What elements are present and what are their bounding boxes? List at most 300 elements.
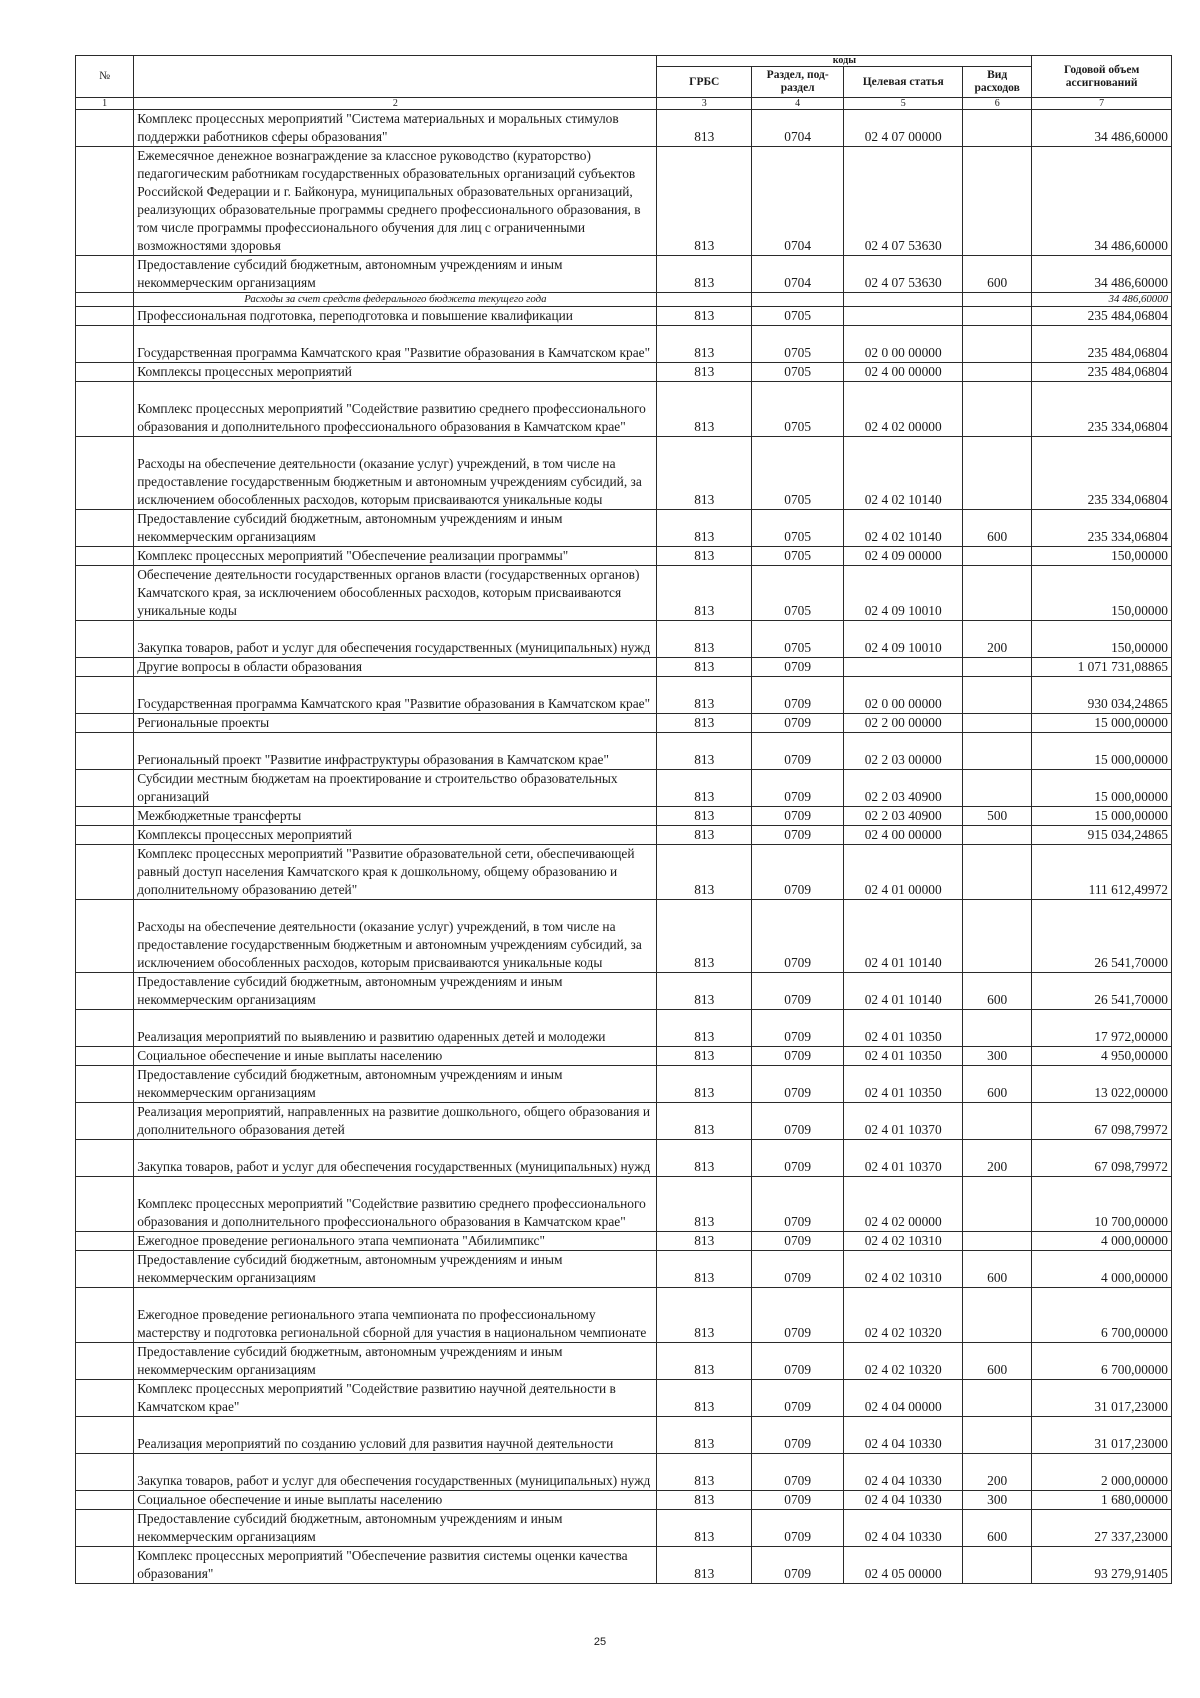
amount-cell: 150,00000 (1032, 566, 1172, 621)
grbs-cell: 813 (657, 510, 752, 547)
expense-type-cell (963, 658, 1032, 677)
amount-cell: 17 972,00000 (1032, 1010, 1172, 1047)
expense-type-cell: 300 (963, 1047, 1032, 1066)
budget-allocation-table (75, 55, 1172, 1584)
item-name-cell: Реализация мероприятий по выявлению и развитию одаренных детей и молодежи (134, 1010, 657, 1047)
item-name-cell: Ежемесячное денежное вознаграждение за классное руководство (кураторство) педагогическим работникам государственных образовательных организаций субъектов Российской Федерации и г. Байконура, муниципальных образовательных организаций, реализующих образовательные программы среднего профессионального образования, в том числе программы профессионального обучения для лиц с ограниченными возможностями здоровья (134, 147, 657, 256)
row-number-cell (76, 1491, 134, 1510)
table-row (76, 1177, 1172, 1232)
target-article-cell: 02 4 01 10350 (844, 1010, 963, 1047)
grbs-cell: 813 (657, 110, 752, 147)
item-name-cell: Субсидии местным бюджетам на проектирование и строительство образовательных организаций (134, 770, 657, 807)
row-number-cell (76, 1066, 134, 1103)
row-number-cell (76, 1010, 134, 1047)
row-number-cell (76, 1103, 134, 1140)
grbs-cell: 813 (657, 1047, 752, 1066)
grbs-cell: 813 (657, 1380, 752, 1417)
row-number-cell (76, 900, 134, 973)
amount-cell: 6 700,00000 (1032, 1288, 1172, 1343)
expense-type-cell (963, 547, 1032, 566)
table-row (76, 1454, 1172, 1491)
item-name-cell: Комплекс процессных мероприятий "Обеспечение развития системы оценки качества образования" (134, 1547, 657, 1584)
section-cell: 0704 (752, 256, 844, 293)
table-row (76, 900, 1172, 973)
section-cell: 0709 (752, 1288, 844, 1343)
section-cell: 0705 (752, 547, 844, 566)
target-article-cell: 02 4 02 00000 (844, 382, 963, 437)
grbs-cell: 813 (657, 1547, 752, 1584)
table-row (76, 307, 1172, 326)
target-article-cell: 02 4 09 00000 (844, 547, 963, 566)
row-number-cell (76, 621, 134, 658)
item-name-cell: Государственная программа Камчатского края "Развитие образования в Камчатском крае" (134, 326, 657, 363)
grbs-cell: 813 (657, 621, 752, 658)
expense-type-cell: 600 (963, 256, 1032, 293)
column-number: 2 (134, 98, 657, 110)
section-cell: 0705 (752, 307, 844, 326)
item-name-cell: Реализация мероприятий по созданию условий для развития научной деятельности (134, 1417, 657, 1454)
grbs-cell: 813 (657, 733, 752, 770)
item-name-cell: Региональный проект "Развитие инфраструктуры образования в Камчатском крае" (134, 733, 657, 770)
item-name-cell: Региональные проекты (134, 714, 657, 733)
target-article-cell: 02 2 03 00000 (844, 733, 963, 770)
section-cell: 0705 (752, 326, 844, 363)
header-number: № (76, 56, 134, 98)
item-name-cell: Комплексы процессных мероприятий (134, 826, 657, 845)
row-number-cell (76, 973, 134, 1010)
table-row (76, 110, 1172, 147)
grbs-cell: 813 (657, 1177, 752, 1232)
section-cell: 0709 (752, 1491, 844, 1510)
grbs-cell: 813 (657, 677, 752, 714)
item-name-cell: Предоставление субсидий бюджетным, автономным учреждениям и иным некоммерческим организациям (134, 1510, 657, 1547)
amount-cell: 111 612,49972 (1032, 845, 1172, 900)
expense-type-cell (963, 147, 1032, 256)
expense-type-cell (963, 1177, 1032, 1232)
target-article-cell: 02 2 03 40900 (844, 807, 963, 826)
grbs-cell: 813 (657, 1103, 752, 1140)
grbs-cell: 813 (657, 1288, 752, 1343)
target-article-cell: 02 2 03 40900 (844, 770, 963, 807)
item-name-cell: Реализация мероприятий, направленных на развитие дошкольного, общего образования и дополнительного образования детей (134, 1103, 657, 1140)
item-name-cell: Комплексы процессных мероприятий (134, 363, 657, 382)
grbs-cell: 813 (657, 363, 752, 382)
expense-type-cell (963, 110, 1032, 147)
table-row (76, 677, 1172, 714)
row-number-cell (76, 1343, 134, 1380)
row-number-cell (76, 770, 134, 807)
amount-cell: 235 484,06804 (1032, 307, 1172, 326)
target-article-cell: 02 4 09 10010 (844, 566, 963, 621)
amount-cell: 1 071 731,08865 (1032, 658, 1172, 677)
header-row-top (76, 56, 1172, 67)
section-cell: 0709 (752, 1047, 844, 1066)
section-cell: 0709 (752, 826, 844, 845)
target-article-cell: 02 4 04 10330 (844, 1510, 963, 1547)
grbs-cell: 813 (657, 1491, 752, 1510)
target-article-cell: 02 4 07 53630 (844, 256, 963, 293)
row-number-cell (76, 845, 134, 900)
amount-cell: 235 334,06804 (1032, 510, 1172, 547)
amount-cell: 10 700,00000 (1032, 1177, 1172, 1232)
section-cell: 0709 (752, 1454, 844, 1491)
grbs-cell: 813 (657, 437, 752, 510)
section-cell: 0705 (752, 566, 844, 621)
amount-cell: 235 334,06804 (1032, 382, 1172, 437)
section-cell: 0704 (752, 110, 844, 147)
row-number-cell (76, 1510, 134, 1547)
section-cell: 0709 (752, 1343, 844, 1380)
amount-cell: 15 000,00000 (1032, 714, 1172, 733)
table-row (76, 1343, 1172, 1380)
target-article-cell: 02 4 09 10010 (844, 621, 963, 658)
expense-type-cell: 200 (963, 621, 1032, 658)
expense-type-cell (963, 677, 1032, 714)
table-row (76, 1066, 1172, 1103)
amount-cell: 31 017,23000 (1032, 1417, 1172, 1454)
section-cell (752, 293, 844, 307)
target-article-cell: 02 4 01 10370 (844, 1140, 963, 1177)
table-row (76, 293, 1172, 307)
table-row (76, 566, 1172, 621)
expense-type-cell (963, 845, 1032, 900)
expense-type-cell (963, 733, 1032, 770)
table-row (76, 973, 1172, 1010)
target-article-cell: 02 4 04 10330 (844, 1417, 963, 1454)
grbs-cell: 813 (657, 714, 752, 733)
amount-cell: 235 484,06804 (1032, 326, 1172, 363)
table-row (76, 363, 1172, 382)
amount-cell: 31 017,23000 (1032, 1380, 1172, 1417)
amount-cell: 93 279,91405 (1032, 1547, 1172, 1584)
section-cell: 0709 (752, 1066, 844, 1103)
header-name (134, 56, 657, 98)
table-row (76, 147, 1172, 256)
item-name-cell: Социальное обеспечение и иные выплаты населению (134, 1491, 657, 1510)
amount-cell: 67 098,79972 (1032, 1103, 1172, 1140)
grbs-cell: 813 (657, 1066, 752, 1103)
item-name-cell: Государственная программа Камчатского края "Развитие образования в Камчатском крае" (134, 677, 657, 714)
expense-type-cell (963, 714, 1032, 733)
amount-cell: 67 098,79972 (1032, 1140, 1172, 1177)
table-row (76, 1232, 1172, 1251)
amount-cell: 915 034,24865 (1032, 826, 1172, 845)
item-name-cell: Расходы за счет средств федерального бюджета текущего года (134, 293, 657, 307)
grbs-cell: 813 (657, 1251, 752, 1288)
target-article-cell: 02 4 05 00000 (844, 1547, 963, 1584)
expense-type-cell (963, 1417, 1032, 1454)
row-number-cell (76, 1547, 134, 1584)
target-article-cell: 02 4 01 10370 (844, 1103, 963, 1140)
section-cell: 0709 (752, 658, 844, 677)
amount-cell: 27 337,23000 (1032, 1510, 1172, 1547)
grbs-cell: 813 (657, 770, 752, 807)
row-number-cell (76, 1380, 134, 1417)
row-number-cell (76, 510, 134, 547)
column-number: 7 (1032, 98, 1172, 110)
target-article-cell: 02 4 02 00000 (844, 1177, 963, 1232)
item-name-cell: Межбюджетные трансферты (134, 807, 657, 826)
table-row (76, 256, 1172, 293)
row-number-cell (76, 1140, 134, 1177)
section-cell: 0709 (752, 1010, 844, 1047)
grbs-cell: 813 (657, 658, 752, 677)
row-number-cell (76, 733, 134, 770)
column-number: 1 (76, 98, 134, 110)
item-name-cell: Комплекс процессных мероприятий "Содействие развитию среднего профессионального образования и дополнительного профессионального образования в Камчатском крае" (134, 382, 657, 437)
target-article-cell (844, 293, 963, 307)
expense-type-cell: 600 (963, 1343, 1032, 1380)
expense-type-cell (963, 900, 1032, 973)
table-row (76, 1251, 1172, 1288)
amount-cell: 13 022,00000 (1032, 1066, 1172, 1103)
column-number: 3 (657, 98, 752, 110)
expense-type-cell: 600 (963, 1066, 1032, 1103)
row-number-cell (76, 307, 134, 326)
table-row (76, 826, 1172, 845)
target-article-cell: 02 0 00 00000 (844, 326, 963, 363)
grbs-cell: 813 (657, 256, 752, 293)
expense-type-cell (963, 382, 1032, 437)
item-name-cell: Ежегодное проведение регионального этапа чемпионата "Абилимпикс" (134, 1232, 657, 1251)
expense-type-cell: 600 (963, 973, 1032, 1010)
section-cell: 0709 (752, 1232, 844, 1251)
row-number-cell (76, 437, 134, 510)
grbs-cell: 813 (657, 326, 752, 363)
amount-cell: 34 486,60000 (1032, 110, 1172, 147)
item-name-cell: Предоставление субсидий бюджетным, автономным учреждениям и иным некоммерческим организациям (134, 510, 657, 547)
row-number-cell (76, 256, 134, 293)
row-number-cell (76, 326, 134, 363)
target-article-cell (844, 307, 963, 326)
item-name-cell: Предоставление субсидий бюджетным, автономным учреждениям и иным некоммерческим организациям (134, 1066, 657, 1103)
table-row (76, 1547, 1172, 1584)
section-cell: 0709 (752, 1547, 844, 1584)
expense-type-cell: 600 (963, 1510, 1032, 1547)
section-cell: 0709 (752, 1140, 844, 1177)
amount-cell: 15 000,00000 (1032, 770, 1172, 807)
table-row (76, 1047, 1172, 1066)
target-article-cell: 02 4 01 10350 (844, 1066, 963, 1103)
section-cell: 0709 (752, 770, 844, 807)
section-cell: 0709 (752, 845, 844, 900)
row-number-cell (76, 826, 134, 845)
item-name-cell: Обеспечение деятельности государственных органов власти (государственных органов) Камчатского края, за исключением обособленных расходов, которым присваиваются уникальные коды (134, 566, 657, 621)
table-row (76, 658, 1172, 677)
expense-type-cell: 600 (963, 1251, 1032, 1288)
grbs-cell: 813 (657, 1140, 752, 1177)
grbs-cell: 813 (657, 807, 752, 826)
expense-type-cell: 200 (963, 1454, 1032, 1491)
section-cell: 0705 (752, 382, 844, 437)
grbs-cell: 813 (657, 826, 752, 845)
table-row (76, 733, 1172, 770)
item-name-cell: Комплекс процессных мероприятий "Содействие развитию среднего профессионального образования и дополнительного профессионального образования в Камчатском крае" (134, 1177, 657, 1232)
target-article-cell: 02 4 07 00000 (844, 110, 963, 147)
column-number-row (76, 98, 1172, 110)
target-article-cell: 02 4 00 00000 (844, 363, 963, 382)
expense-type-cell (963, 363, 1032, 382)
grbs-cell: 813 (657, 382, 752, 437)
target-article-cell: 02 4 04 10330 (844, 1454, 963, 1491)
grbs-cell: 813 (657, 973, 752, 1010)
amount-cell: 15 000,00000 (1032, 733, 1172, 770)
expense-type-cell: 300 (963, 1491, 1032, 1510)
item-name-cell: Комплекс процессных мероприятий "Развитие образовательной сети, обеспечивающей равный доступ населения Камчатского края к дошкольному, общему образованию и дополнительному образованию детей" (134, 845, 657, 900)
row-number-cell (76, 677, 134, 714)
table-row (76, 714, 1172, 733)
grbs-cell: 813 (657, 566, 752, 621)
section-cell: 0709 (752, 973, 844, 1010)
amount-cell: 930 034,24865 (1032, 677, 1172, 714)
section-cell: 0709 (752, 677, 844, 714)
row-number-cell (76, 1288, 134, 1343)
target-article-cell: 02 4 00 00000 (844, 826, 963, 845)
table-row (76, 326, 1172, 363)
grbs-cell: 813 (657, 147, 752, 256)
row-number-cell (76, 110, 134, 147)
expense-type-cell (963, 307, 1032, 326)
section-cell: 0705 (752, 363, 844, 382)
row-number-cell (76, 1047, 134, 1066)
table-body (76, 110, 1172, 1584)
item-name-cell: Предоставление субсидий бюджетным, автономным учреждениям и иным некоммерческим организациям (134, 1251, 657, 1288)
item-name-cell: Предоставление субсидий бюджетным, автономным учреждениям и иным некоммерческим организациям (134, 1343, 657, 1380)
grbs-cell: 813 (657, 1010, 752, 1047)
section-cell: 0709 (752, 1177, 844, 1232)
amount-cell: 26 541,70000 (1032, 973, 1172, 1010)
target-article-cell: 02 4 04 00000 (844, 1380, 963, 1417)
amount-cell: 4 000,00000 (1032, 1232, 1172, 1251)
item-name-cell: Социальное обеспечение и иные выплаты населению (134, 1047, 657, 1066)
section-cell: 0705 (752, 621, 844, 658)
expense-type-cell (963, 770, 1032, 807)
item-name-cell: Закупка товаров, работ и услуг для обеспечения государственных (муниципальных) нужд (134, 1454, 657, 1491)
target-article-cell: 02 4 02 10310 (844, 1251, 963, 1288)
expense-type-cell (963, 1288, 1032, 1343)
amount-cell: 34 486,60000 (1032, 256, 1172, 293)
target-article-cell: 02 4 04 10330 (844, 1491, 963, 1510)
table-row (76, 1510, 1172, 1547)
target-article-cell: 02 4 02 10320 (844, 1343, 963, 1380)
expense-type-cell (963, 1232, 1032, 1251)
row-number-cell (76, 1417, 134, 1454)
amount-cell: 1 680,00000 (1032, 1491, 1172, 1510)
section-cell: 0705 (752, 510, 844, 547)
target-article-cell: 02 4 01 00000 (844, 845, 963, 900)
table-row (76, 845, 1172, 900)
target-article-cell: 02 0 00 00000 (844, 677, 963, 714)
budget-table-sheet (75, 55, 1172, 1584)
header-vid: Вид расходов (963, 67, 1032, 98)
section-cell: 0709 (752, 1103, 844, 1140)
grbs-cell: 813 (657, 1417, 752, 1454)
item-name-cell: Расходы на обеспечение деятельности (оказание услуг) учреждений, в том числе на предоставление государственным бюджетным и автономным учреждениям субсидий, за исключением обособленных расходов, которым присваиваются уникальные коды (134, 437, 657, 510)
grbs-cell: 813 (657, 307, 752, 326)
section-cell: 0709 (752, 900, 844, 973)
item-name-cell: Профессиональная подготовка, переподготовка и повышение квалификации (134, 307, 657, 326)
table-row (76, 1417, 1172, 1454)
section-cell: 0709 (752, 714, 844, 733)
amount-cell: 150,00000 (1032, 547, 1172, 566)
item-name-cell: Комплекс процессных мероприятий "Содействие развитию научной деятельности в Камчатском крае" (134, 1380, 657, 1417)
row-number-cell (76, 547, 134, 566)
row-number-cell (76, 566, 134, 621)
row-number-cell (76, 1177, 134, 1232)
table-row (76, 1380, 1172, 1417)
item-name-cell: Другие вопросы в области образования (134, 658, 657, 677)
amount-cell: 2 000,00000 (1032, 1454, 1172, 1491)
amount-cell: 6 700,00000 (1032, 1343, 1172, 1380)
target-article-cell: 02 4 02 10310 (844, 1232, 963, 1251)
expense-type-cell (963, 826, 1032, 845)
item-name-cell: Расходы на обеспечение деятельности (оказание услуг) учреждений, в том числе на предоставление государственным бюджетным и автономным учреждениям субсидий, за исключением обособленных расходов, которым присваиваются уникальные коды (134, 900, 657, 973)
section-cell: 0709 (752, 1380, 844, 1417)
amount-cell: 34 486,60000 (1032, 293, 1172, 307)
grbs-cell: 813 (657, 900, 752, 973)
table-row (76, 1010, 1172, 1047)
expense-type-cell: 200 (963, 1140, 1032, 1177)
section-cell: 0704 (752, 147, 844, 256)
section-cell: 0709 (752, 1251, 844, 1288)
row-number-cell (76, 363, 134, 382)
grbs-cell: 813 (657, 845, 752, 900)
item-name-cell: Комплекс процессных мероприятий "Система материальных и моральных стимулов поддержки работников сферы образования" (134, 110, 657, 147)
item-name-cell: Закупка товаров, работ и услуг для обеспечения государственных (муниципальных) нужд (134, 1140, 657, 1177)
table-row (76, 1288, 1172, 1343)
section-cell: 0705 (752, 437, 844, 510)
section-cell: 0709 (752, 1417, 844, 1454)
column-number: 6 (963, 98, 1032, 110)
target-article-cell (844, 658, 963, 677)
column-number: 5 (844, 98, 963, 110)
table-row (76, 807, 1172, 826)
amount-cell: 26 541,70000 (1032, 900, 1172, 973)
table-row (76, 1103, 1172, 1140)
table-row (76, 1140, 1172, 1177)
page-number: 25 (593, 1636, 607, 1648)
row-number-cell (76, 382, 134, 437)
expense-type-cell (963, 1547, 1032, 1584)
amount-cell: 4 000,00000 (1032, 1251, 1172, 1288)
item-name-cell: Ежегодное проведение регионального этапа чемпионата по профессиональному мастерству и подготовка региональной сборной для участия в национальном чемпионате (134, 1288, 657, 1343)
item-name-cell: Предоставление субсидий бюджетным, автономным учреждениям и иным некоммерческим организациям (134, 973, 657, 1010)
grbs-cell: 813 (657, 1343, 752, 1380)
expense-type-cell (963, 1380, 1032, 1417)
grbs-cell (657, 293, 752, 307)
amount-cell: 34 486,60000 (1032, 147, 1172, 256)
row-number-cell (76, 1454, 134, 1491)
target-article-cell: 02 4 01 10140 (844, 973, 963, 1010)
target-article-cell: 02 4 02 10140 (844, 510, 963, 547)
amount-cell: 15 000,00000 (1032, 807, 1172, 826)
row-number-cell (76, 293, 134, 307)
row-number-cell (76, 1251, 134, 1288)
table-row (76, 382, 1172, 437)
header-codes: коды (657, 56, 1032, 67)
target-article-cell: 02 4 02 10320 (844, 1288, 963, 1343)
table-row (76, 770, 1172, 807)
expense-type-cell (963, 293, 1032, 307)
row-number-cell (76, 658, 134, 677)
amount-cell: 235 484,06804 (1032, 363, 1172, 382)
expense-type-cell: 600 (963, 510, 1032, 547)
header-amount: Годовой объем ассигнований (1032, 56, 1172, 98)
grbs-cell: 813 (657, 1232, 752, 1251)
target-article-cell: 02 4 02 10140 (844, 437, 963, 510)
target-article-cell: 02 4 07 53630 (844, 147, 963, 256)
header-target: Целевая статья (844, 67, 963, 98)
